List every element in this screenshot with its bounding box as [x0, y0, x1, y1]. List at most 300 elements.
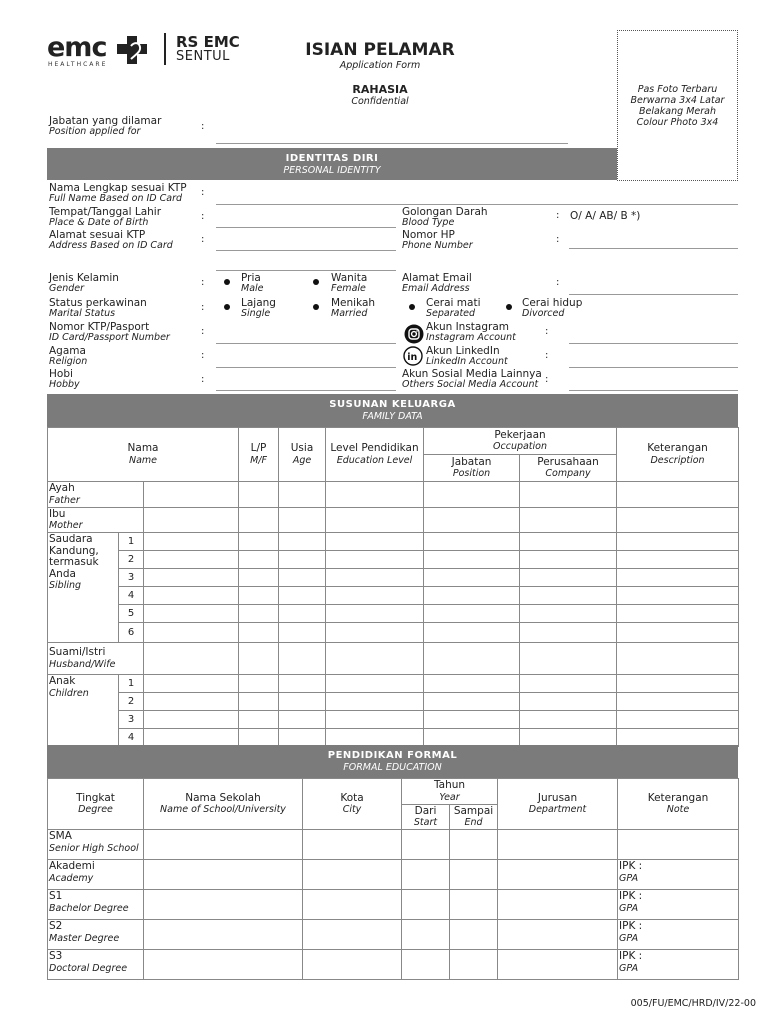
- table-cell[interactable]: [617, 643, 739, 675]
- email-input-line[interactable]: [569, 294, 738, 295]
- gpa-label: IPK :: [619, 890, 643, 902]
- table-cell[interactable]: [144, 950, 303, 980]
- table-cell[interactable]: [279, 551, 326, 569]
- table-cell[interactable]: [326, 482, 424, 508]
- table-cell[interactable]: [144, 482, 239, 508]
- edu-level-text-en: Master Degree: [49, 932, 120, 944]
- gender-label-en: Gender: [49, 283, 85, 294]
- table-cell[interactable]: [279, 643, 326, 675]
- table-cell[interactable]: [279, 711, 326, 729]
- svg-text:in: in: [407, 352, 418, 363]
- photo-box-line: Belakang Merah: [638, 106, 716, 117]
- address-label: Alamat sesuai KTP: [49, 229, 146, 241]
- table-cell[interactable]: [144, 830, 303, 860]
- table-cell[interactable]: [498, 950, 618, 980]
- edu-col-note-label-en: Note: [666, 804, 690, 816]
- marital-married-radio[interactable]: [313, 304, 319, 310]
- table-cell[interactable]: [239, 623, 279, 643]
- table-row: [48, 830, 739, 860]
- emc-logo: [47, 34, 157, 68]
- table-cell[interactable]: [498, 890, 618, 920]
- table-cell[interactable]: [239, 569, 279, 587]
- marital-married-label: Menikah: [331, 297, 376, 309]
- family-col-pos-label: Jabatan: [451, 455, 492, 468]
- marital-colon: :: [201, 302, 205, 313]
- family-father-label: [48, 482, 144, 508]
- family-sibling-text-en: Sibling: [49, 580, 82, 591]
- edu-col-school: [144, 779, 303, 830]
- table-cell[interactable]: [144, 623, 239, 643]
- phone-input-line[interactable]: [569, 248, 738, 249]
- table-cell[interactable]: [303, 890, 402, 920]
- hobby-input-line[interactable]: [216, 390, 396, 391]
- edu-level-text-en: Doctoral Degree: [49, 962, 128, 974]
- religion-label-en: Religion: [49, 356, 88, 367]
- photo-box-line: Colour Photo 3x4: [636, 117, 719, 128]
- family-col-job-label: Pekerjaan: [494, 428, 546, 441]
- blood-colon: :: [556, 210, 560, 221]
- table-cell[interactable]: [144, 860, 303, 890]
- edu-level-label: [48, 950, 144, 980]
- table-cell[interactable]: [279, 533, 326, 551]
- table-cell[interactable]: [520, 643, 617, 675]
- family-col-pos: [424, 455, 520, 482]
- table-cell[interactable]: [520, 507, 617, 533]
- table-cell[interactable]: [326, 533, 424, 551]
- table-cell[interactable]: [279, 605, 326, 623]
- table-cell[interactable]: [144, 643, 239, 675]
- table-cell[interactable]: [303, 830, 402, 860]
- family-col-name-label-en: Name: [128, 454, 158, 466]
- logo-healthcare-text: HEALTHCARE: [48, 61, 108, 68]
- edu-col-end: [450, 804, 498, 830]
- identity-band-title-en: PERSONAL IDENTITY: [283, 165, 381, 176]
- table-cell[interactable]: [144, 693, 239, 711]
- table-cell[interactable]: [326, 605, 424, 623]
- table-cell[interactable]: [424, 693, 520, 711]
- family-children-text: Anak: [49, 675, 76, 687]
- family-father-text-en: Father: [49, 494, 80, 506]
- table-cell[interactable]: [279, 507, 326, 533]
- marital-divorced-radio[interactable]: [506, 304, 512, 310]
- table-cell[interactable]: [144, 551, 239, 569]
- table-cell[interactable]: [326, 693, 424, 711]
- hobby-colon: :: [201, 374, 205, 385]
- marital-separated-radio[interactable]: [409, 304, 415, 310]
- gpa-label-en: GPA: [619, 932, 639, 944]
- confidential-label: RAHASIA: [352, 83, 408, 96]
- table-cell[interactable]: [520, 533, 617, 551]
- edu-col-start: [402, 804, 450, 830]
- edu-col-city-label: Kota: [340, 791, 364, 804]
- marital-single-label: Lajang: [241, 297, 276, 309]
- edu-level-label: [48, 830, 144, 860]
- linkedin-label-en: LinkedIn Account: [426, 356, 508, 367]
- table-cell[interactable]: [326, 569, 424, 587]
- table-cell[interactable]: [424, 482, 520, 508]
- other-social-input-line[interactable]: [569, 390, 738, 391]
- table-cell[interactable]: [617, 711, 739, 729]
- family-col-pos-label-en: Position: [452, 468, 491, 480]
- table-cell[interactable]: [424, 551, 520, 569]
- edu-col-major-label-en: Department: [528, 804, 587, 816]
- birth-label: Tempat/Tanggal Lahir: [49, 206, 162, 218]
- edu-col-city: [303, 779, 402, 830]
- table-cell[interactable]: [326, 507, 424, 533]
- gender-female-label-en: Female: [331, 283, 366, 294]
- table-cell[interactable]: [520, 693, 617, 711]
- table-cell[interactable]: [617, 569, 739, 587]
- address-input-line-1[interactable]: [216, 250, 396, 251]
- photo-box[interactable]: [617, 30, 738, 181]
- marital-label: Status perkawinan: [49, 297, 147, 309]
- table-cell[interactable]: [498, 920, 618, 950]
- family-col-lp-label-en: M/F: [250, 454, 267, 466]
- table-cell[interactable]: [279, 693, 326, 711]
- table-cell[interactable]: [617, 605, 739, 623]
- edu-level-text: S2: [49, 920, 63, 932]
- table-cell[interactable]: [144, 587, 239, 605]
- edu-col-school-label: Nama Sekolah: [185, 791, 261, 804]
- edu-note-cell[interactable]: [618, 950, 739, 980]
- gender-male-radio[interactable]: [224, 279, 230, 285]
- table-row: [48, 623, 739, 643]
- table-cell[interactable]: [144, 569, 239, 587]
- row-number: 2: [119, 551, 144, 569]
- table-cell[interactable]: [520, 729, 617, 747]
- table-cell[interactable]: [520, 623, 617, 643]
- marital-separated-label-en: Separated: [426, 308, 476, 319]
- table-cell[interactable]: [617, 551, 739, 569]
- edu-col-degree: [48, 779, 144, 830]
- address-input-line-2[interactable]: [216, 270, 396, 271]
- family-col-age: [279, 428, 326, 482]
- gender-colon: :: [201, 277, 205, 288]
- edu-col-year-label: Tahun: [433, 779, 466, 791]
- family-col-lp: [239, 428, 279, 482]
- table-cell[interactable]: [326, 587, 424, 605]
- education-band-title-en: FORMAL EDUCATION: [343, 762, 442, 773]
- family-col-age-label-en: Age: [292, 454, 312, 466]
- family-table: [47, 427, 739, 747]
- family-col-edu-label-en: Education Level: [336, 454, 413, 466]
- table-cell[interactable]: [326, 551, 424, 569]
- table-row: [48, 675, 739, 693]
- table-cell[interactable]: [424, 587, 520, 605]
- edu-level-text-en: Academy: [49, 872, 94, 884]
- table-cell[interactable]: [303, 950, 402, 980]
- family-col-name: [48, 428, 239, 482]
- edu-col-start-label-en: Start: [413, 817, 438, 828]
- table-cell[interactable]: [498, 860, 618, 890]
- birth-colon: :: [201, 211, 205, 222]
- table-cell[interactable]: [617, 587, 739, 605]
- table-cell[interactable]: [402, 950, 450, 980]
- family-mother-label: [48, 507, 144, 533]
- id-card-input-line[interactable]: [216, 343, 396, 344]
- table-cell[interactable]: [402, 920, 450, 950]
- table-cell[interactable]: [144, 605, 239, 623]
- table-cell[interactable]: [326, 675, 424, 693]
- family-sibling-label: [48, 533, 119, 643]
- table-cell[interactable]: [279, 729, 326, 747]
- edu-level-label: [48, 860, 144, 890]
- table-cell[interactable]: [239, 551, 279, 569]
- full-name-colon: :: [201, 187, 205, 198]
- email-label: Alamat Email: [402, 272, 472, 284]
- family-col-job-label-en: Occupation: [493, 441, 548, 453]
- family-col-job: [424, 428, 617, 455]
- edu-col-school-label-en: Name of School/University: [160, 804, 286, 816]
- table-row: [48, 729, 739, 747]
- table-cell[interactable]: [450, 860, 498, 890]
- edu-level-text-en: Senior High School: [49, 842, 139, 854]
- table-cell[interactable]: [303, 860, 402, 890]
- marital-single-radio[interactable]: [224, 304, 230, 310]
- logo-divider: [164, 33, 166, 65]
- table-cell[interactable]: [450, 950, 498, 980]
- table-cell[interactable]: [279, 569, 326, 587]
- table-row: [48, 890, 739, 920]
- linkedin-icon: [403, 346, 423, 366]
- photo-box-line: Pas Foto Terbaru: [637, 84, 718, 95]
- table-cell[interactable]: [617, 675, 739, 693]
- table-cell[interactable]: [617, 507, 739, 533]
- family-sibling-text: Saudara Kandung, termasuk Anda: [49, 533, 99, 580]
- edu-col-start-label: Dari: [414, 804, 437, 817]
- row-number: 2: [119, 693, 144, 711]
- row-number: 1: [119, 533, 144, 551]
- id-card-colon: :: [201, 326, 205, 337]
- table-cell[interactable]: [239, 587, 279, 605]
- row-number: 3: [119, 711, 144, 729]
- table-cell[interactable]: [617, 482, 739, 508]
- table-cell[interactable]: [424, 675, 520, 693]
- row-number: 6: [119, 623, 144, 643]
- family-mother-text: Ibu: [49, 507, 66, 520]
- table-cell[interactable]: [520, 587, 617, 605]
- family-col-age-label: Usia: [290, 442, 314, 455]
- table-cell[interactable]: [498, 830, 618, 860]
- table-row: [48, 693, 739, 711]
- table-cell[interactable]: [144, 533, 239, 551]
- edu-level-text: SMA: [49, 830, 72, 842]
- edu-level-label: [48, 920, 144, 950]
- table-cell[interactable]: [279, 482, 326, 508]
- edu-note-cell[interactable]: [618, 920, 739, 950]
- table-cell[interactable]: [239, 711, 279, 729]
- table-cell[interactable]: [424, 711, 520, 729]
- table-cell[interactable]: [326, 711, 424, 729]
- family-col-company-label: Perusahaan: [537, 455, 599, 468]
- table-cell[interactable]: [402, 890, 450, 920]
- gender-female-label: Wanita: [331, 272, 368, 284]
- table-cell[interactable]: [450, 920, 498, 950]
- medical-cross-icon: [115, 34, 155, 66]
- table-cell[interactable]: [326, 643, 424, 675]
- family-col-edu-label: Level Pendidikan: [330, 442, 419, 455]
- logo-emc-text: emc: [47, 32, 107, 63]
- religion-input-line[interactable]: [216, 367, 396, 368]
- family-col-desc-label: Keterangan: [647, 442, 708, 455]
- gpa-label: IPK :: [619, 950, 643, 962]
- table-row: [48, 711, 739, 729]
- table-cell[interactable]: [239, 482, 279, 508]
- full-name-label-en: Full Name Based on ID Card: [49, 193, 183, 204]
- full-name-label: Nama Lengkap sesuai KTP: [49, 182, 187, 194]
- edu-col-year-label-en: Year: [439, 791, 460, 803]
- marital-single-label-en: Single: [241, 308, 271, 319]
- table-cell[interactable]: [424, 729, 520, 747]
- table-cell[interactable]: [239, 729, 279, 747]
- religion-colon: :: [201, 350, 205, 361]
- table-cell[interactable]: [450, 830, 498, 860]
- email-label-en: Email Address: [402, 283, 470, 294]
- table-cell[interactable]: [144, 729, 239, 747]
- marital-label-en: Marital Status: [49, 308, 116, 319]
- table-cell[interactable]: [239, 533, 279, 551]
- full-name-input-line[interactable]: [216, 204, 738, 205]
- table-cell[interactable]: [402, 830, 450, 860]
- table-cell[interactable]: [239, 507, 279, 533]
- other-social-colon: :: [545, 374, 549, 385]
- gender-label: Jenis Kelamin: [49, 272, 119, 284]
- table-row: [48, 950, 739, 980]
- family-col-name-label: Nama: [127, 442, 159, 455]
- education-table: [47, 778, 739, 980]
- table-row: [48, 507, 739, 533]
- row-number: 5: [119, 605, 144, 623]
- hospital-name-line1: RS EMC: [176, 33, 240, 51]
- edu-col-major-label: Jurusan: [537, 791, 578, 804]
- gpa-label: IPK :: [619, 920, 643, 932]
- edu-col-end-label-en: End: [464, 817, 483, 828]
- table-cell[interactable]: [326, 623, 424, 643]
- instagram-icon: [404, 324, 424, 344]
- table-cell[interactable]: [617, 623, 739, 643]
- gpa-label: IPK :: [619, 860, 643, 872]
- id-card-label: Nomor KTP/Pasport: [49, 321, 150, 333]
- marital-divorced-label-en: Divorced: [522, 308, 565, 319]
- linkedin-colon: :: [545, 350, 549, 361]
- table-cell[interactable]: [279, 587, 326, 605]
- linkedin-input-line[interactable]: [569, 367, 738, 368]
- blood-label-en: Blood Type: [402, 217, 455, 228]
- edu-col-city-label-en: City: [342, 804, 362, 816]
- position-label-en: Position applied for: [49, 126, 141, 137]
- table-cell[interactable]: [617, 729, 739, 747]
- row-number: 3: [119, 569, 144, 587]
- family-spouse-label: [48, 643, 144, 675]
- family-children-label: [48, 675, 119, 747]
- blood-options[interactable]: O/ A/ AB/ B *): [570, 210, 641, 222]
- table-cell[interactable]: [303, 920, 402, 950]
- table-cell[interactable]: [424, 605, 520, 623]
- table-row: [48, 569, 739, 587]
- table-row: [48, 643, 739, 675]
- table-cell[interactable]: [279, 675, 326, 693]
- table-cell[interactable]: [144, 675, 239, 693]
- position-input-line[interactable]: [216, 143, 568, 144]
- row-number: 1: [119, 675, 144, 693]
- gpa-label-en: GPA: [619, 872, 639, 884]
- marital-separated-label: Cerai mati: [426, 297, 481, 309]
- edu-col-degree-label-en: Degree: [78, 804, 113, 816]
- table-cell[interactable]: [144, 507, 239, 533]
- id-card-label-en: ID Card/Passport Number: [49, 332, 170, 343]
- address-label-en: Address Based on ID Card: [49, 240, 173, 251]
- blood-label: Golongan Darah: [402, 206, 488, 218]
- table-cell[interactable]: [144, 920, 303, 950]
- table-cell[interactable]: [402, 860, 450, 890]
- gpa-label-en: GPA: [619, 962, 639, 974]
- address-colon: :: [201, 234, 205, 245]
- table-cell[interactable]: [326, 729, 424, 747]
- edu-level-text: Akademi: [49, 860, 95, 872]
- table-cell[interactable]: [520, 711, 617, 729]
- table-cell[interactable]: [520, 482, 617, 508]
- table-cell[interactable]: [424, 533, 520, 551]
- document-code: 005/FU/EMC/HRD/IV/22-00: [630, 998, 756, 1009]
- family-col-edu: [326, 428, 424, 482]
- instagram-input-line[interactable]: [569, 343, 738, 344]
- marital-divorced-label: Cerai hidup: [522, 297, 583, 309]
- family-father-text: Ayah: [49, 482, 75, 494]
- edu-col-year: [402, 779, 498, 805]
- table-cell[interactable]: [144, 890, 303, 920]
- table-cell[interactable]: [239, 675, 279, 693]
- family-col-desc: [617, 428, 739, 482]
- table-cell[interactable]: [617, 533, 739, 551]
- table-cell[interactable]: [279, 623, 326, 643]
- edu-col-note-label: Keterangan: [647, 791, 709, 804]
- edu-note-cell[interactable]: [618, 860, 739, 890]
- hobby-label: Hobi: [49, 368, 73, 380]
- gender-female-radio[interactable]: [313, 279, 319, 285]
- table-cell[interactable]: [239, 643, 279, 675]
- family-mother-text-en: Mother: [49, 520, 83, 531]
- phone-colon: :: [556, 234, 560, 245]
- education-band-title: PENDIDIKAN FORMAL: [327, 750, 458, 761]
- table-cell[interactable]: [239, 693, 279, 711]
- edu-level-text: S1: [49, 890, 63, 902]
- education-band: [47, 745, 738, 778]
- table-cell[interactable]: [617, 693, 739, 711]
- table-cell[interactable]: [520, 551, 617, 569]
- photo-box-text: [618, 84, 737, 128]
- phone-label-en: Phone Number: [402, 240, 473, 251]
- table-cell[interactable]: [424, 623, 520, 643]
- table-cell[interactable]: [424, 569, 520, 587]
- table-cell[interactable]: [520, 605, 617, 623]
- table-cell[interactable]: [144, 711, 239, 729]
- table-cell[interactable]: [424, 643, 520, 675]
- gender-male-label: Pria: [241, 272, 261, 284]
- table-cell[interactable]: [520, 569, 617, 587]
- edu-note-cell[interactable]: [618, 830, 739, 860]
- family-col-desc-label-en: Description: [650, 454, 705, 466]
- other-social-label: Akun Sosial Media Lainnya: [402, 368, 542, 380]
- birth-input-line[interactable]: [216, 227, 396, 228]
- family-band-title-en: FAMILY DATA: [362, 411, 423, 422]
- table-cell[interactable]: [239, 605, 279, 623]
- table-cell[interactable]: [450, 890, 498, 920]
- table-cell[interactable]: [424, 507, 520, 533]
- confidential-label-en: Confidential: [351, 96, 409, 107]
- edu-note-cell[interactable]: [618, 890, 739, 920]
- table-cell[interactable]: [520, 675, 617, 693]
- instagram-colon: :: [545, 326, 549, 337]
